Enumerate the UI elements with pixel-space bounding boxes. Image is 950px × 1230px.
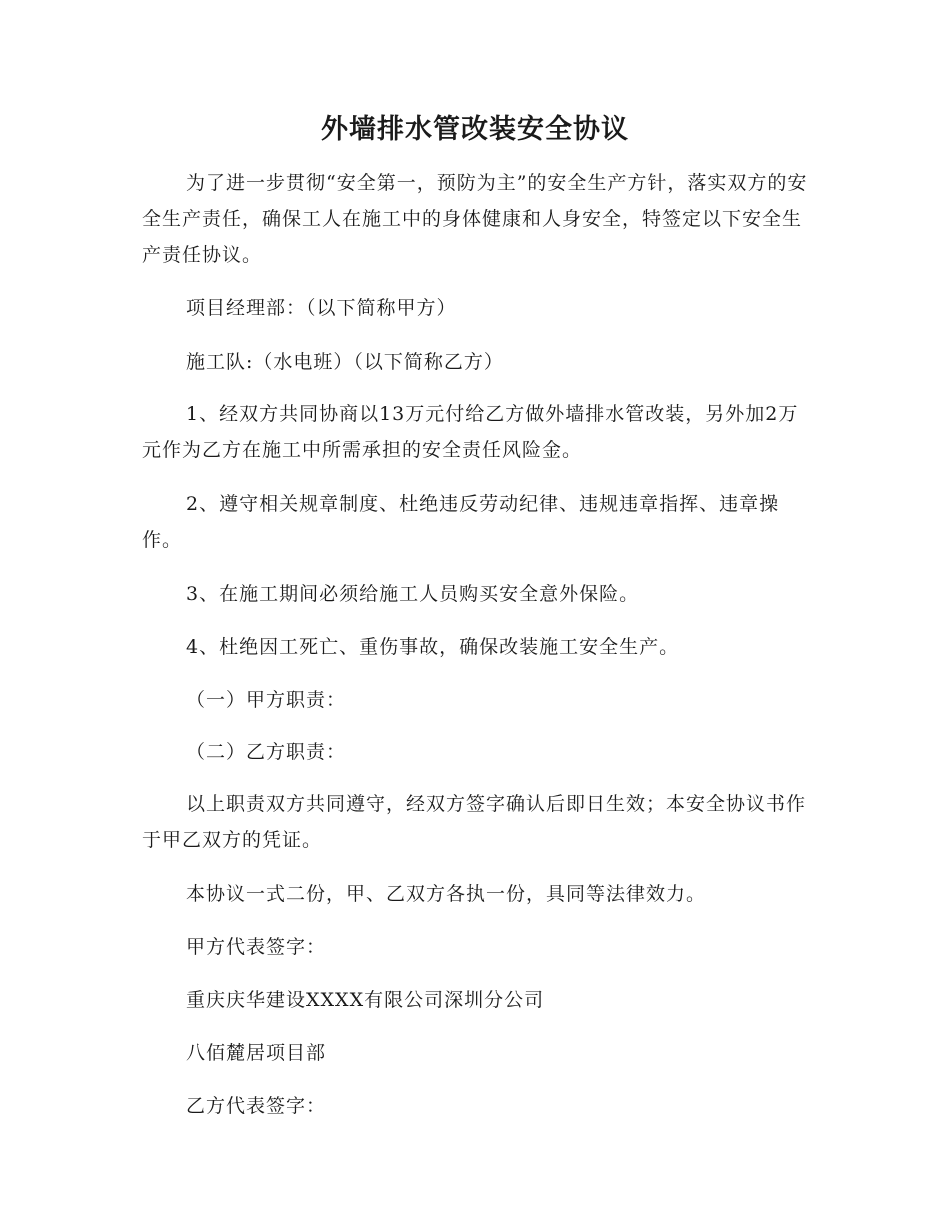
intro-paragraph: 为了进一步贯彻“安全第一，预防为主”的安全生产方针，落实双方的安全生产责任，确保工人在施工中的身体健康和人身安全，特签定以下安全生产责任协议。 [142,172,808,266]
party-b-line: 施工队:（水电班）（以下简称乙方） [186,351,504,373]
clause-1: 1、经双方共同协商以13万元付给乙方做外墙排水管改装，另外加2万元作为乙方在施工中所需承担的安全责任风险金。 [142,403,799,461]
party-a-duties-heading: （一）甲方职责： [186,689,347,711]
clause-4: 4、杜绝因工死亡、重伤事故，确保改装施工安全生产。 [186,636,680,658]
copies-paragraph: 本协议一式二份，甲、乙双方各执一份，具同等法律效力。 [186,883,707,905]
clause-2: 2、遵守相关规章制度、杜绝违反劳动纪律、违规违章指挥、违章操作。 [142,493,780,551]
clause-3: 3、在施工期间必须给施工人员购买安全意外保险。 [186,583,640,605]
party-a-line: 项目经理部：（以下简称甲方） [186,297,457,319]
document-title: 外墙排水管改装安全协议 [321,114,629,145]
effect-paragraph: 以上职责双方共同遵守，经双方签字确认后即日生效；本安全协议书作于甲乙双方的凭证。 [142,793,807,851]
company-name: 重庆庆华建设XXXX有限公司深圳分公司 [186,989,545,1011]
project-department: 八佰麓居项目部 [186,1042,327,1064]
party-b-signature-label: 乙方代表签字： [186,1095,327,1117]
party-a-signature-label: 甲方代表签字： [186,936,327,958]
party-b-duties-heading: （二）乙方职责： [186,741,347,763]
